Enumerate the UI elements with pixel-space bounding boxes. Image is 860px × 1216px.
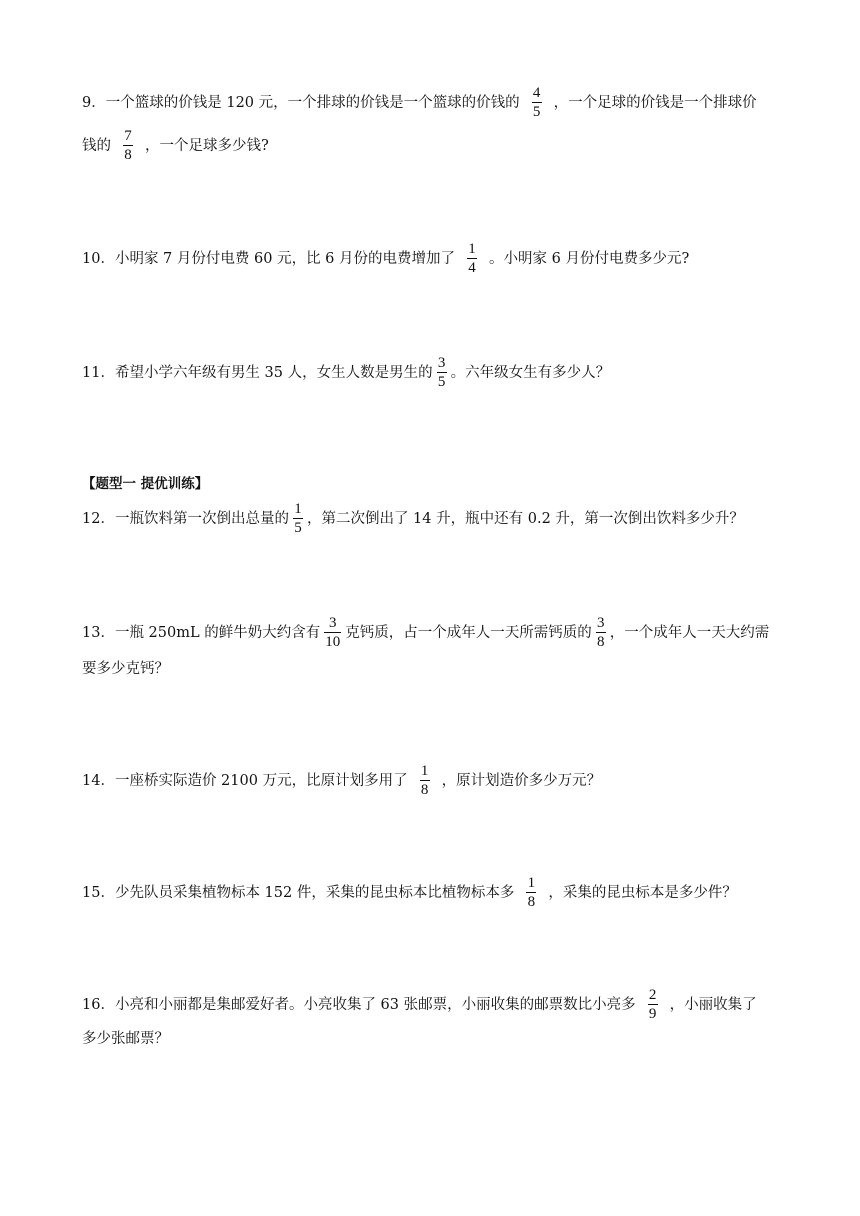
question-text: ，第二次倒出了 14 升，瓶中还有 0.2 升，第一次倒出饮料多少升？ bbox=[306, 510, 744, 527]
question-text: ，一个足球的价钱是一个排球价 bbox=[553, 94, 757, 111]
question-text: 。六年级女生有多少人？ bbox=[450, 364, 611, 381]
fraction: $\frac{3}{5}$ bbox=[437, 355, 446, 390]
question-9 bbox=[82, 84, 822, 164]
question-14 bbox=[82, 762, 822, 799]
fraction: $\frac{4}{5}$ bbox=[532, 85, 541, 120]
fraction: $\frac{1}{5}$ bbox=[294, 501, 302, 536]
question-number: 15． bbox=[82, 884, 115, 901]
section-heading: 【题型一 提优训练】 bbox=[82, 476, 209, 492]
question-12 bbox=[82, 500, 822, 537]
fraction: $\frac{3}{10}$ bbox=[325, 615, 341, 650]
question-text: ，小丽收集了 bbox=[669, 996, 757, 1013]
question-text: 多少张邮票？ bbox=[82, 1031, 169, 1047]
question-text: 小明家 7 月份付电费 60 元，比 6 月份的电费增加了 bbox=[114, 250, 456, 267]
question-text: 。小明家 6 月份付电费多少元? bbox=[489, 250, 690, 267]
question-number: 12． bbox=[82, 510, 115, 527]
question-15 bbox=[82, 874, 822, 911]
question-13 bbox=[82, 614, 822, 679]
question-text: ，一个成年人一天大约需 bbox=[609, 624, 770, 641]
question-text: 一瓶饮料第一次倒出总量的 bbox=[114, 510, 289, 527]
question-text: 一瓶 250mL 的鲜牛奶大约含有 bbox=[114, 624, 321, 641]
fraction: $\frac{1}{8}$ bbox=[420, 763, 429, 798]
question-10 bbox=[82, 240, 822, 277]
question-text: 要多少克钙？ bbox=[82, 661, 169, 677]
question-text: ，采集的昆虫标本是多少件？ bbox=[548, 884, 737, 901]
question-text: 少先队员采集植物标本 152 件，采集的昆虫标本比植物标本多 bbox=[114, 884, 515, 901]
question-number: 13． bbox=[82, 624, 115, 641]
question-text: 希望小学六年级有男生 35 人，女生人数是男生的 bbox=[114, 364, 433, 381]
fraction: $\frac{3}{8}$ bbox=[596, 615, 605, 650]
question-text: ，原计划造价多少万元？ bbox=[441, 772, 602, 789]
fraction: $\frac{7}{8}$ bbox=[124, 128, 132, 163]
question-number: 9． bbox=[82, 94, 106, 111]
fraction: $\frac{2}{9}$ bbox=[648, 987, 657, 1022]
question-16 bbox=[82, 986, 822, 1049]
question-number: 10． bbox=[82, 250, 115, 267]
question-text: ，一个足球多少钱? bbox=[145, 137, 269, 154]
question-number: 11． bbox=[82, 364, 115, 381]
question-text: 一座桥实际造价 2100 万元，比原计划多用了 bbox=[114, 772, 408, 789]
question-number: 14． bbox=[82, 772, 115, 789]
question-11 bbox=[82, 354, 822, 391]
question-text: 钱的 bbox=[82, 137, 111, 154]
question-number: 16． bbox=[82, 996, 115, 1013]
question-text: 一个篮球的价钱是 120 元，一个排球的价钱是一个篮球的价钱的 bbox=[105, 94, 520, 111]
fraction: $\frac{1}{4}$ bbox=[468, 241, 476, 276]
fraction: $\frac{1}{8}$ bbox=[527, 875, 536, 910]
question-text: 克钙质，占一个成年人一天所需钙质的 bbox=[345, 624, 592, 641]
question-text: 小亮和小丽都是集邮爱好者。小亮收集了 63 张邮票，小丽收集的邮票数比小亮多 bbox=[114, 996, 636, 1013]
